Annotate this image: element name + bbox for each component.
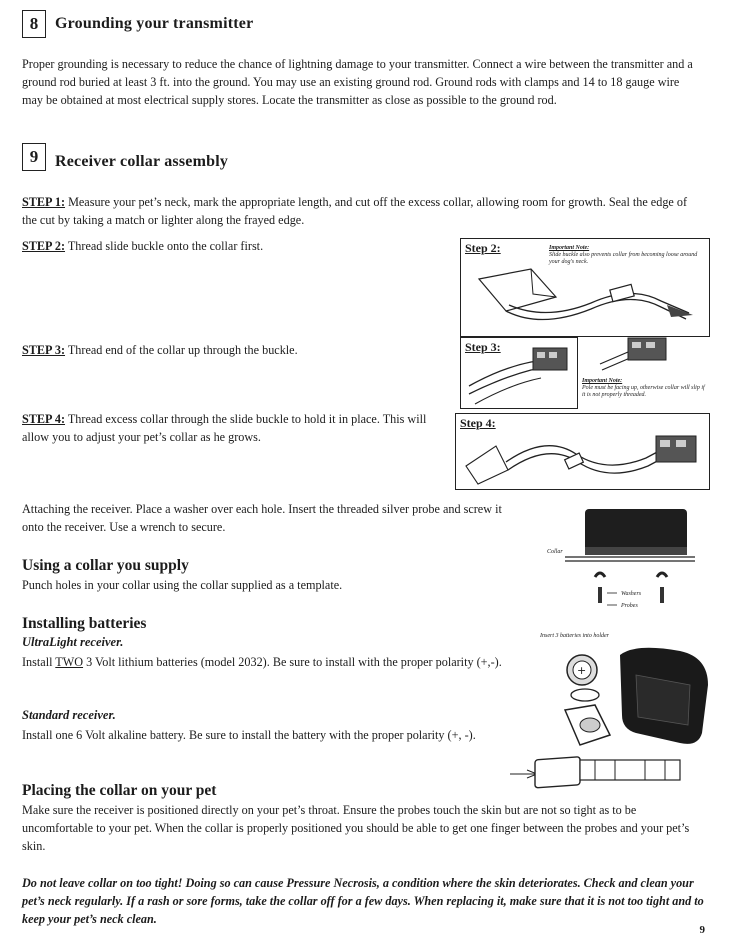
step-1-label: STEP 1: xyxy=(22,195,66,209)
step-1-text xyxy=(22,193,702,229)
step-4-body: Thread excess collar through the slide buckle to hold it in place. This will allow you to adjust your pet’s collar as he grows. xyxy=(22,412,427,444)
step-2-text xyxy=(22,237,442,255)
necrosis-warning: Do not leave collar on too tight! Doing so can cause Pressure Necrosis, a condition where the skin deteriorates. Check and clean your pet’s neck regularly. If a rash or sore forms, take the collar off for a few days. When replacing it, make sure that it is not too tight and to keep your pet’s neck clean. xyxy=(22,876,704,926)
step-2-note-text: Slide buckle also prevents collar from becoming loose around your dog's neck. xyxy=(549,252,698,265)
standard-title: Standard receiver. xyxy=(22,708,116,722)
step-2-body: Thread slide buckle onto the collar first. xyxy=(65,239,264,253)
section-9-number: 9 xyxy=(22,143,46,171)
step-3-body: Thread end of the collar up through the buckle. xyxy=(65,343,298,357)
collar-side-illustration xyxy=(505,748,690,793)
step-3-illustration xyxy=(461,338,577,408)
collar-label: Collar xyxy=(547,549,563,555)
collar-supply-text: Punch holes in your collar using the collar supplied as a template. xyxy=(22,578,343,592)
attaching-text: Attaching the receiver. Place a washer over each hole. Insert the threaded silver probe and screw it onto the receiver. Use a wrench to secure. xyxy=(22,502,502,534)
battery-illustration xyxy=(540,625,715,755)
receiver-probes-illustration xyxy=(545,505,710,617)
ultralight-text xyxy=(22,653,507,671)
section-8-title: Grounding your transmitter xyxy=(55,15,254,32)
step-2-figure-title: Step 2: xyxy=(465,241,501,255)
step-2-note-title: Important Note: xyxy=(549,245,590,251)
step-3-note-title: Important Note: xyxy=(582,378,623,384)
step-3-figure-title: Step 3: xyxy=(465,340,501,354)
svg-text:+: + xyxy=(577,664,587,677)
ultralight-text-a: Install xyxy=(22,655,56,669)
step-4-label: STEP 4: xyxy=(22,412,66,426)
step-4-figure-title: Step 4: xyxy=(460,416,496,430)
step-3-figure xyxy=(460,337,578,409)
step-3-note-text: Pole must be facing up, otherwise collar will slip if it is not properly threaded. xyxy=(582,385,705,398)
section-8-number: 8 xyxy=(22,10,46,38)
ultralight-text-b: 3 Volt lithium batteries (model 2032). Be sure to install with the proper polarity (+,-). xyxy=(83,655,502,669)
step-2-figure xyxy=(460,238,710,337)
battery-label: Insert 3 batteries into holder xyxy=(540,633,609,639)
step-3-text xyxy=(22,341,442,359)
placing-text: Make sure the receiver is positioned directly on your pet’s throat. Ensure the probes touch the skin but are not so tight as to be uncomfortable to your pet. When the collar is properly positioned you should be able to get one finger between the probes and your pet’s skin. xyxy=(22,803,690,853)
step-2-illustration xyxy=(461,239,709,336)
step-4-illustration xyxy=(456,414,709,489)
placing-title: Placing the collar on your pet xyxy=(22,782,217,799)
step-3-side-illustration xyxy=(598,330,708,375)
standard-text: Install one 6 Volt alkaline battery. Be sure to install the battery with the proper polarity (+, -). xyxy=(22,728,476,742)
probes-label: Probes xyxy=(621,603,638,609)
section-8-body: Proper grounding is necessary to reduce the chance of lightning damage to your transmitter. Connect a wire between the transmitter and a ground rod buried at least 3 ft. into the ground. You may use an existing ground rod. Ground rods with clamps and 14 to 18 gauge wire may be obtained at most electrical supply stores. Locate the transmitter as close as possible to the ground rod. xyxy=(22,57,693,107)
step-4-text xyxy=(22,410,447,446)
step-3-label: STEP 3: xyxy=(22,343,66,357)
collar-supply-title: Using a collar you supply xyxy=(22,557,189,574)
section-9-title: Receiver collar assembly xyxy=(55,153,229,170)
step-2-label: STEP 2: xyxy=(22,239,66,253)
page-number: 9 xyxy=(699,924,705,936)
step-3-note xyxy=(582,378,707,399)
ultralight-two: TWO xyxy=(55,655,84,669)
washers-label: Washers xyxy=(621,591,642,597)
step-1-body: Measure your pet’s neck, mark the appropriate length, and cut off the excess collar, allowing room for growth. Seal the edge of the cut by taking a match or lighter along the frayed edge. xyxy=(22,195,688,227)
ultralight-title: UltraLight receiver. xyxy=(22,635,124,649)
batteries-title: Installing batteries xyxy=(22,615,147,632)
step-4-figure xyxy=(455,413,710,490)
